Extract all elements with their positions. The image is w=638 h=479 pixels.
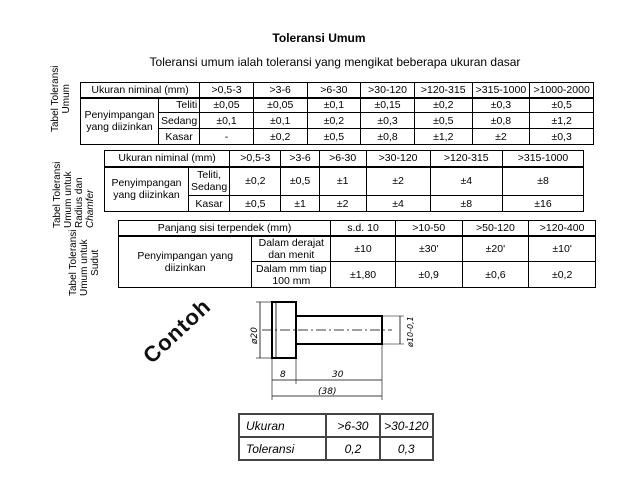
example-tolerance-table	[238, 413, 434, 461]
page-title: Toleransi Umum	[272, 31, 366, 45]
t3-cell: ±0,2	[529, 262, 596, 288]
general-tolerance-table	[80, 82, 594, 145]
t3-header: >50-120	[462, 221, 529, 236]
t3-cell: ±0,9	[395, 262, 462, 288]
t1-header: >3-6	[253, 83, 307, 98]
t1-cell: ±1,2	[414, 129, 472, 145]
example-cell: >6-30	[326, 414, 379, 437]
t2-header: >6-30	[319, 151, 366, 167]
dim-text-8: 8	[280, 370, 286, 380]
t2-group-label: Penyimpangan yang diizinkan	[105, 167, 189, 212]
t2-cell: ±0,5	[281, 167, 319, 196]
t1-group-label: Penyimpangan yang diizinkan	[81, 98, 159, 145]
t2-header: >0,5-3	[230, 151, 281, 167]
t2-cell: ±2	[366, 167, 430, 196]
angle-tolerance-table	[118, 220, 596, 288]
example-cell: Ukuran	[239, 414, 326, 437]
dim-text-dia10: ø10-0,1	[406, 316, 415, 347]
t1-header: >1000-2000	[530, 83, 594, 98]
example-cell: 0,2	[326, 437, 379, 460]
t1-header: >6-30	[307, 83, 361, 98]
t3-row-label: Dalam derajat dan menit	[252, 236, 331, 262]
t2-row-label: Kasar	[189, 196, 230, 212]
t1-cell: ±0,1	[253, 113, 307, 129]
t1-cell: ±0,15	[361, 98, 415, 113]
t1-cell: ±0,5	[307, 129, 361, 145]
t3-header-label: Panjang sisi terpendek (mm)	[119, 221, 331, 236]
t1-cell: ±0,05	[253, 98, 307, 113]
t2-cell: ±2	[319, 196, 366, 212]
t1-cell: ±0,5	[414, 113, 472, 129]
t3-cell: ±0,6	[462, 262, 529, 288]
t1-cell: ±0,8	[361, 129, 415, 145]
t2-header: >3-6	[281, 151, 319, 167]
t3-row-label: Dalam mm tiap 100 mm	[252, 262, 331, 288]
example-label: Contoh	[138, 293, 216, 369]
table1-side-label: Tabel Toleransi Umum	[50, 65, 72, 132]
example-cell: >30-120	[380, 414, 433, 437]
t1-cell: ±2	[472, 129, 530, 145]
t1-cell: -	[200, 129, 254, 145]
t1-cell: ±0,3	[530, 129, 594, 145]
t3-header: s.d. 10	[331, 221, 396, 236]
t2-cell: ±4	[366, 196, 430, 212]
t2-cell: ±0,5	[230, 196, 281, 212]
pin-technical-drawing	[220, 292, 420, 412]
t2-cell: ±1	[319, 167, 366, 196]
example-cell: Toleransi	[239, 437, 326, 460]
t1-cell: ±0,1	[307, 98, 361, 113]
dim-text-30: 30	[332, 370, 344, 380]
t1-cell: ±0,05	[200, 98, 254, 113]
t1-header: >120-315	[414, 83, 472, 98]
t2-cell: ±8	[502, 167, 583, 196]
t1-cell: ±0,2	[414, 98, 472, 113]
t1-cell: ±1,2	[530, 113, 594, 129]
t1-cell: ±0,3	[472, 98, 530, 113]
t1-row-label: Teliti	[158, 98, 199, 113]
dim-text-38: (38)	[318, 387, 337, 397]
t3-cell: ±1,80	[331, 262, 396, 288]
t1-row-label: Kasar	[158, 129, 199, 145]
t3-cell: ±20'	[462, 236, 529, 262]
t1-cell: ±0,3	[361, 113, 415, 129]
example-cell: 0,3	[380, 437, 433, 460]
t2-header: >30-120	[366, 151, 430, 167]
t1-cell: ±0,5	[530, 98, 594, 113]
t2-cell: ±0,2	[230, 167, 281, 196]
page-subtitle: Toleransi umum ialah toleransi yang mengikat beberapa ukuran dasar	[149, 55, 521, 69]
t1-cell: ±0,8	[472, 113, 530, 129]
t1-cell: ±0,2	[307, 113, 361, 129]
t2-header: >120-315	[430, 151, 502, 167]
t2-cell: ±8	[430, 196, 502, 212]
t2-cell: ±1	[281, 196, 319, 212]
t2-row-label: Teliti, Sedang	[189, 167, 230, 196]
t3-cell: ±10'	[529, 236, 596, 262]
t3-header: >120-400	[529, 221, 596, 236]
t2-header: >315-1000	[502, 151, 583, 167]
t1-cell: ±0,1	[200, 113, 254, 129]
t2-cell: ±16	[502, 196, 583, 212]
t3-group-label: Penyimpangan yang diizinkan	[119, 236, 252, 288]
radius-chamfer-tolerance-table	[104, 150, 584, 212]
t2-cell: ±4	[430, 167, 502, 196]
t3-cell: ±30'	[395, 236, 462, 262]
table3-side-label: Tabel Toleransi Umum untuk Sudut	[68, 229, 101, 296]
t3-header: >10-50	[395, 221, 462, 236]
t1-row-label: Sedang	[158, 113, 199, 129]
t3-cell: ±10	[331, 236, 396, 262]
dim-text-dia20: ø20	[250, 327, 260, 344]
table2-side-label: Tabel Toleransi Umum untuk Radius dan Chamfer	[52, 161, 96, 228]
t1-cell: ±0,2	[253, 129, 307, 145]
t1-header: >315-1000	[472, 83, 530, 98]
t1-header-label: Ukuran niminal (mm)	[81, 83, 200, 98]
t2-header-label: Ukuran niminal (mm)	[105, 151, 230, 167]
t1-header: >0,5-3	[200, 83, 254, 98]
t1-header: >30-120	[361, 83, 415, 98]
